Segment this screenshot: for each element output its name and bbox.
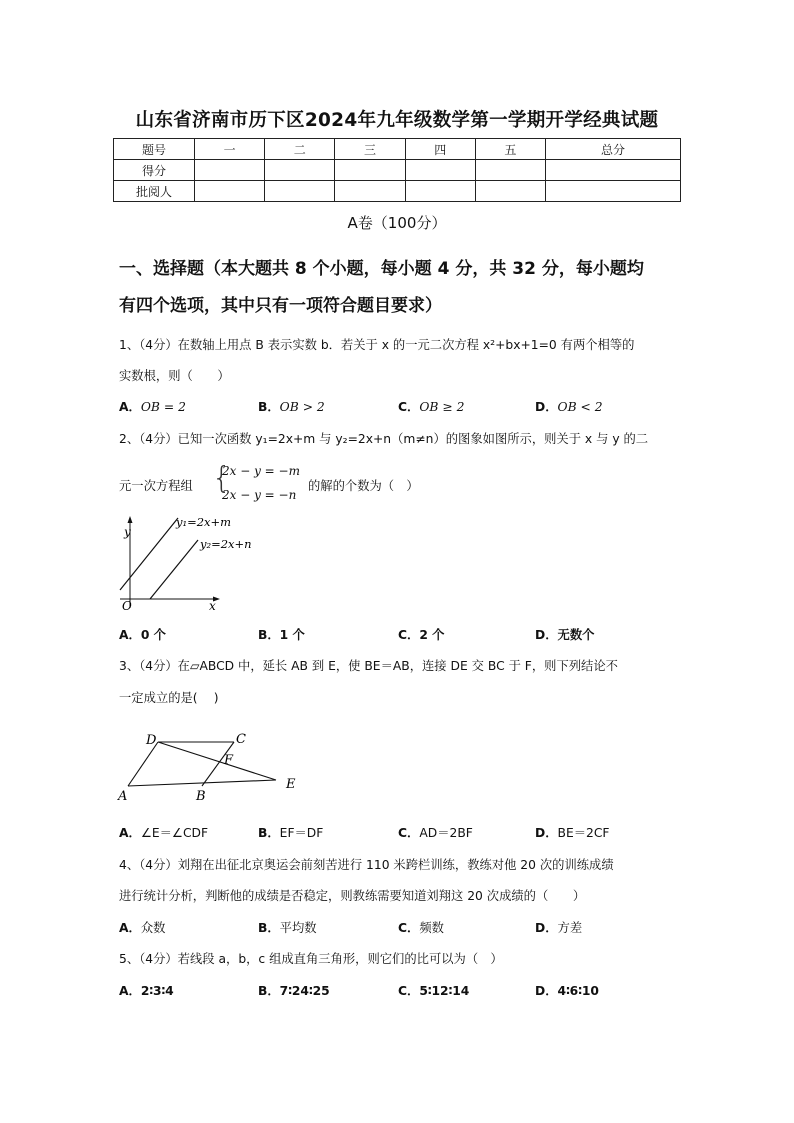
q2-equation-1: 2x − y = −m [222,464,300,478]
q4-option-b: B．平均数 [258,921,317,935]
score-table-row [114,160,681,181]
score-table-header-row [114,139,681,160]
q2-option-c: C．2 个 [398,628,445,642]
table-cell [265,160,335,181]
q1-text-line2: 实数根，则（ ） [119,369,230,383]
table-cell: 题号 [114,139,195,160]
q2-text-line2-prefix: 元一次方程组 [119,479,193,493]
line-y2 [150,540,198,599]
q1-text-line1: 1、（4分）在数轴上用点 B 表示实数 b．若关于 x 的一元二次方程 x²+bx+1=0 有两个相等的 [119,338,635,352]
q2-graph [112,510,272,618]
q5-text-line1: 5、（4分）若线段 a，b，c 组成直角三角形，则它们的比可以为（ ） [119,952,503,966]
q2-option-d: D．无数个 [535,628,595,642]
table-cell [546,160,681,181]
table-cell [195,181,265,202]
q3-text-line1: 3、（4分）在▱ABCD 中，延长 AB 到 E，使 BE＝AB，连接 DE 交 BC 于 F，则下列结论不 [119,659,618,673]
q4-text-line2: 进行统计分析，判断他的成绩是否稳定，则教练需要知道刘翔这 20 次成绩的（ ） [119,889,586,903]
q5-option-b: B．7∶24∶25 [258,984,330,998]
label-f: F [224,753,234,768]
score-table-row [114,181,681,202]
table-cell [475,181,545,202]
table-cell: 总分 [546,139,681,160]
q3-option-a: A．∠E＝∠CDF [119,826,209,840]
label-d: D [146,733,157,748]
q2-brace: { [212,461,232,496]
table-cell [265,181,335,202]
q2-option-a: A．0 个 [119,628,166,642]
table-cell: 五 [475,139,545,160]
table-cell: 四 [405,139,475,160]
x-axis-label: x [209,599,216,613]
q2-equation-2: 2x − y = −n [222,488,297,502]
q5-option-c: C．5∶12∶14 [398,984,470,998]
q1-option-d: D．OB < 2 [535,400,603,414]
table-cell: 三 [335,139,405,160]
q4-text-line1: 4、（4分）刘翔在出征北京奥运会前刻苦进行 110 米跨栏训练，教练对他 20 次的训练成绩 [119,858,614,872]
table-cell [405,181,475,202]
q1-option-c: C．OB ≥ 2 [398,400,465,414]
q2-text-line2-suffix: 的解的个数为（ ） [308,479,419,493]
table-cell [546,181,681,202]
q4-option-c: C．频数 [398,921,444,935]
section-heading-line1: 一、选择题（本大题共 8 个小题，每小题 4 分，共 32 分，每小题均 [119,259,644,279]
segment-de [158,742,276,780]
table-cell [335,181,405,202]
y-axis-arrow [128,516,133,523]
q4-option-a: A．众数 [119,921,166,935]
table-cell: 一 [195,139,265,160]
y1-label: y₁=2x+m [176,515,232,529]
q5-option-d: D．4∶6∶10 [535,984,599,998]
section-title: A卷（100分） [347,214,447,232]
table-cell: 得分 [114,160,195,181]
label-c: C [236,732,246,747]
score-table [113,138,681,202]
q3-option-d: D．BE＝2CF [535,826,610,840]
q2-option-b: B．1 个 [258,628,305,642]
q3-option-b: B．EF＝DF [258,826,324,840]
table-cell: 批阅人 [114,181,195,202]
exam-title: 山东省济南市历下区2024年九年级数学第一学期开学经典试题 [135,110,659,131]
section-heading-line2: 有四个选项，其中只有一项符合题目要求） [119,296,442,316]
q3-option-c: C．AD＝2BF [398,826,473,840]
label-e: E [286,777,296,792]
q4-option-d: D．方差 [535,921,583,935]
label-b: B [196,789,206,804]
q1-option-a: A．OB = 2 [119,400,186,414]
origin-label: O [122,599,132,613]
table-cell: 二 [265,139,335,160]
table-cell [335,160,405,181]
y2-label: y₂=2x+n [200,537,252,551]
q1-option-b: B．OB > 2 [258,400,325,414]
q2-text-line1: 2、（4分）已知一次函数 y₁=2x+m 与 y₂=2x+n（m≠n）的图象如图所示，则关于 x 与 y 的二 [119,432,649,446]
table-cell [475,160,545,181]
q3-parallelogram-figure [112,724,312,808]
q3-text-line2: 一定成立的是( ) [119,691,219,705]
label-a: A [118,789,128,804]
y-axis-label: y [124,525,131,539]
table-cell [405,160,475,181]
table-cell [195,160,265,181]
segment-ad [128,742,158,786]
q5-option-a: A．2∶3∶4 [119,984,174,998]
